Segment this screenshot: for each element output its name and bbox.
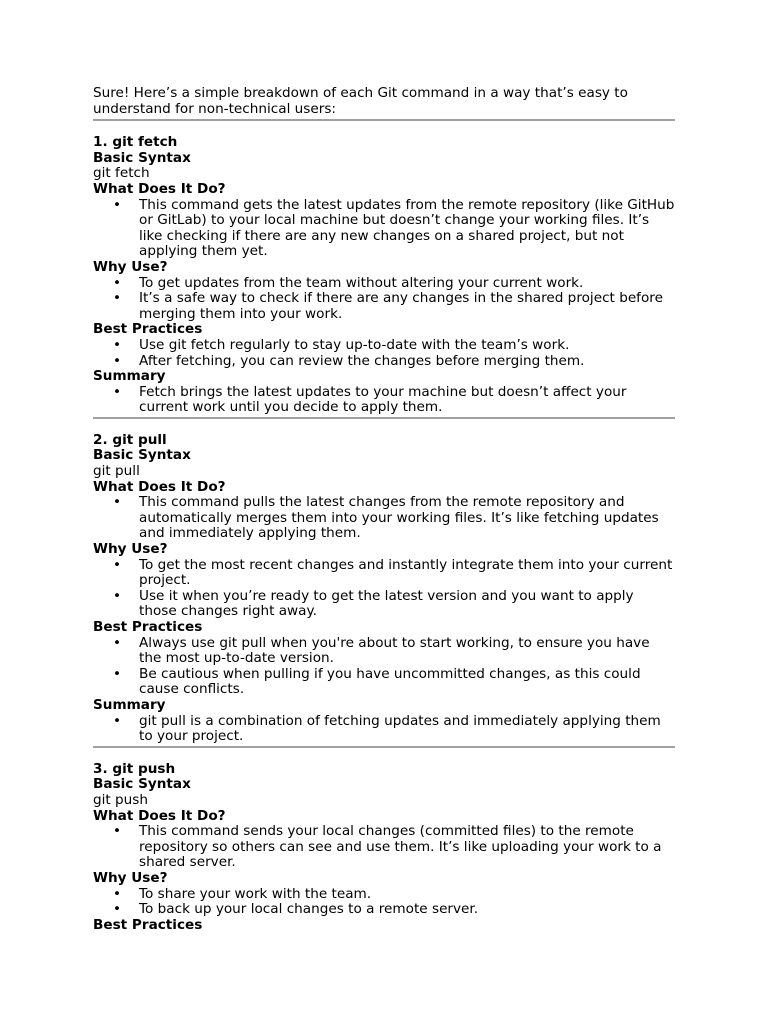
what-does-it-do-heading: What Does It Do? bbox=[93, 807, 226, 824]
why-use-heading: Why Use? bbox=[93, 258, 168, 275]
summary-heading: Summary bbox=[93, 696, 166, 713]
syntax-text: git push bbox=[93, 791, 148, 808]
document-page bbox=[93, 86, 675, 934]
best-practices-list bbox=[93, 338, 675, 369]
why-use-heading: Why Use? bbox=[93, 869, 168, 886]
command-sections bbox=[93, 121, 675, 934]
section-title: 2. git pull bbox=[93, 431, 167, 448]
what-does-it-do-heading: What Does It Do? bbox=[93, 478, 226, 495]
best-practices-heading: Best Practices bbox=[93, 321, 203, 338]
bullet-item: • To share your work with the team. bbox=[93, 887, 675, 903]
bullet-item: • Be cautious when pulling if you have uncommitted changes, as this could cause conflicts. bbox=[93, 667, 675, 698]
summary-list bbox=[93, 385, 675, 416]
what-does-it-do-list bbox=[93, 824, 675, 871]
syntax-text: git pull bbox=[93, 463, 140, 480]
why-use-list bbox=[93, 558, 675, 620]
intro-text: Sure! Here’s a simple breakdown of each Git command in a way that’s easy to understand for non-technical users: bbox=[93, 85, 628, 117]
command-section bbox=[93, 419, 675, 746]
bullet-item: • To back up your local changes to a remote server. bbox=[93, 902, 675, 918]
basic-syntax-heading: Basic Syntax bbox=[93, 149, 191, 166]
bullet-item: • It’s a safe way to check if there are any changes in the shared project before merging them into your work. bbox=[93, 291, 675, 322]
why-use-list bbox=[93, 887, 675, 918]
what-does-it-do-list bbox=[93, 198, 675, 260]
best-practices-heading: Best Practices bbox=[93, 916, 203, 933]
bullet-item: • git pull is a combination of fetching updates and immediately applying them to your project. bbox=[93, 714, 675, 745]
bullet-item: • To get the most recent changes and instantly integrate them into your current project. bbox=[93, 558, 675, 589]
why-use-heading: Why Use? bbox=[93, 541, 168, 558]
bullet-item: • Fetch brings the latest updates to your machine but doesn’t affect your current work until you decide to apply them. bbox=[93, 385, 675, 416]
what-does-it-do-list bbox=[93, 495, 675, 542]
bullet-item: • Always use git pull when you're about to start working, to ensure you have the most up-to-date version. bbox=[93, 636, 675, 667]
bullet-item: • Use git fetch regularly to stay up-to-date with the team’s work. bbox=[93, 338, 675, 354]
basic-syntax-heading: Basic Syntax bbox=[93, 776, 191, 793]
summary-list bbox=[93, 714, 675, 745]
command-section bbox=[93, 748, 675, 935]
best-practices-list bbox=[93, 636, 675, 698]
syntax-text: git fetch bbox=[93, 165, 150, 182]
best-practices-heading: Best Practices bbox=[93, 619, 203, 635]
bullet-item: • This command sends your local changes (committed files) to the remote repository so others can see and use them. It’s like uploading your work to a shared server. bbox=[93, 824, 675, 871]
bullet-item: • Use it when you’re ready to get the latest version and you want to apply those changes right away. bbox=[93, 589, 675, 620]
basic-syntax-heading: Basic Syntax bbox=[93, 447, 191, 464]
what-does-it-do-heading: What Does It Do? bbox=[93, 180, 226, 197]
bullet-item: • To get updates from the team without altering your current work. bbox=[93, 276, 675, 292]
bullet-item: • This command gets the latest updates from the remote repository (like GitHub or GitLab) to your local machine but doesn’t change your working files. It’s like checking if there are any new changes on a shared project, but not applying them yet. bbox=[93, 198, 675, 260]
command-section bbox=[93, 121, 675, 417]
bullet-item: • This command pulls the latest changes from the remote repository and automatically merges them into your working files. It’s like fetching updates and immediately applying them. bbox=[93, 495, 675, 542]
summary-heading: Summary bbox=[93, 368, 166, 385]
section-title: 3. git push bbox=[93, 760, 176, 777]
bullet-item: • After fetching, you can review the changes before merging them. bbox=[93, 354, 675, 370]
section-title: 1. git fetch bbox=[93, 134, 178, 151]
why-use-list bbox=[93, 276, 675, 323]
